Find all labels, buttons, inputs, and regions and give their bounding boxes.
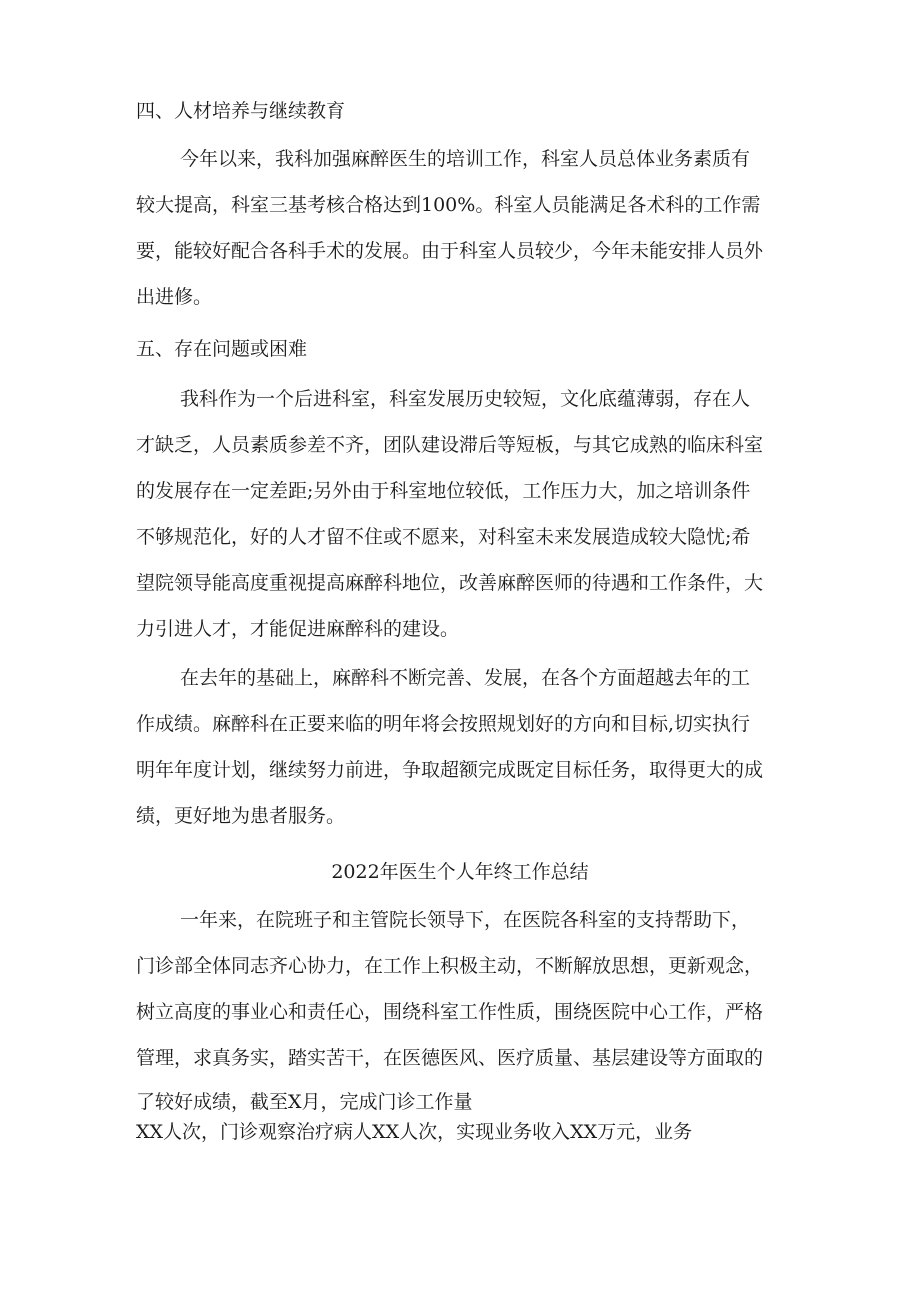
paragraph-line: 不够规范化，好的人才留不住或不愿来，对科室未来发展造成较大隐忧;希: [136, 526, 751, 548]
paragraph-line: 出进修。: [136, 286, 213, 308]
paragraph-line: 较大提高，科室三基考核合格达到100%。科室人员能满足各术科的工作需: [136, 194, 761, 216]
paragraph-line: 我科作为一个后进科室，科室发展历史较短，文化底蕴薄弱，存在人: [180, 388, 751, 410]
paragraph-line: 树立高度的事业心和责任心，围绕科室工作性质，围绕医院中心工作，严格: [136, 1001, 764, 1023]
paragraph-line: 要，能较好配合各科手术的发展。由于科室人员较少，今年未能安排人员外: [136, 240, 764, 262]
paragraph-line: 在去年的基础上，麻醉科不断完善、发展，在各个方面超越去年的工: [180, 667, 751, 689]
paragraph-line: 力引进人才，才能促进麻醉科的建设。: [136, 618, 460, 640]
paragraph-line: 一年来，在院班子和主管院长领导下，在医院各科室的支持帮助下，: [180, 909, 751, 931]
section-heading: 四、人材培养与继续教育: [136, 100, 346, 122]
paragraph-line: 管理，求真务实，踏实苦干，在医德医风、医疗质量、基层建设等方面取的: [136, 1047, 764, 1069]
paragraph-line: 的发展存在一定差距;另外由于科室地位较低，工作压力大，加之培训条件: [136, 480, 751, 502]
section-heading: 五、存在问题或困难: [136, 338, 308, 360]
paragraph-line: 作成绩。麻醉科在正要来临的明年将会按照规划好的方向和目标,切实执行: [136, 713, 751, 735]
paragraph-line: 了较好成绩，截至X月，完成门诊工作量: [136, 1091, 473, 1113]
paragraph-line: 今年以来，我科加强麻醉医生的培训工作，科室人员总体业务素质有: [180, 148, 751, 170]
paragraph-line: 绩，更好地为患者服务。: [136, 805, 346, 827]
paragraph-line: 明年年度计划，继续努力前进，争取超额完成既定目标任务，取得更大的成: [136, 759, 764, 781]
paragraph-line: 望院领导能高度重视提高麻醉科地位，改善麻醉医师的待遇和工作条件，大: [136, 572, 764, 594]
paragraph-line: XX人次，门诊观察治疗病人XX人次，实现业务收入XX万元，业务: [136, 1121, 693, 1143]
paragraph-line: 才缺乏，人员素质参差不齐，团队建设滞后等短板，与其它成熟的临床科室: [136, 434, 764, 456]
paragraph-line: 门诊部全体同志齐心协力，在工作上积极主动，不断解放思想，更新观念，: [136, 955, 764, 977]
document-title: 2022年医生个人年终工作总结: [331, 861, 589, 883]
